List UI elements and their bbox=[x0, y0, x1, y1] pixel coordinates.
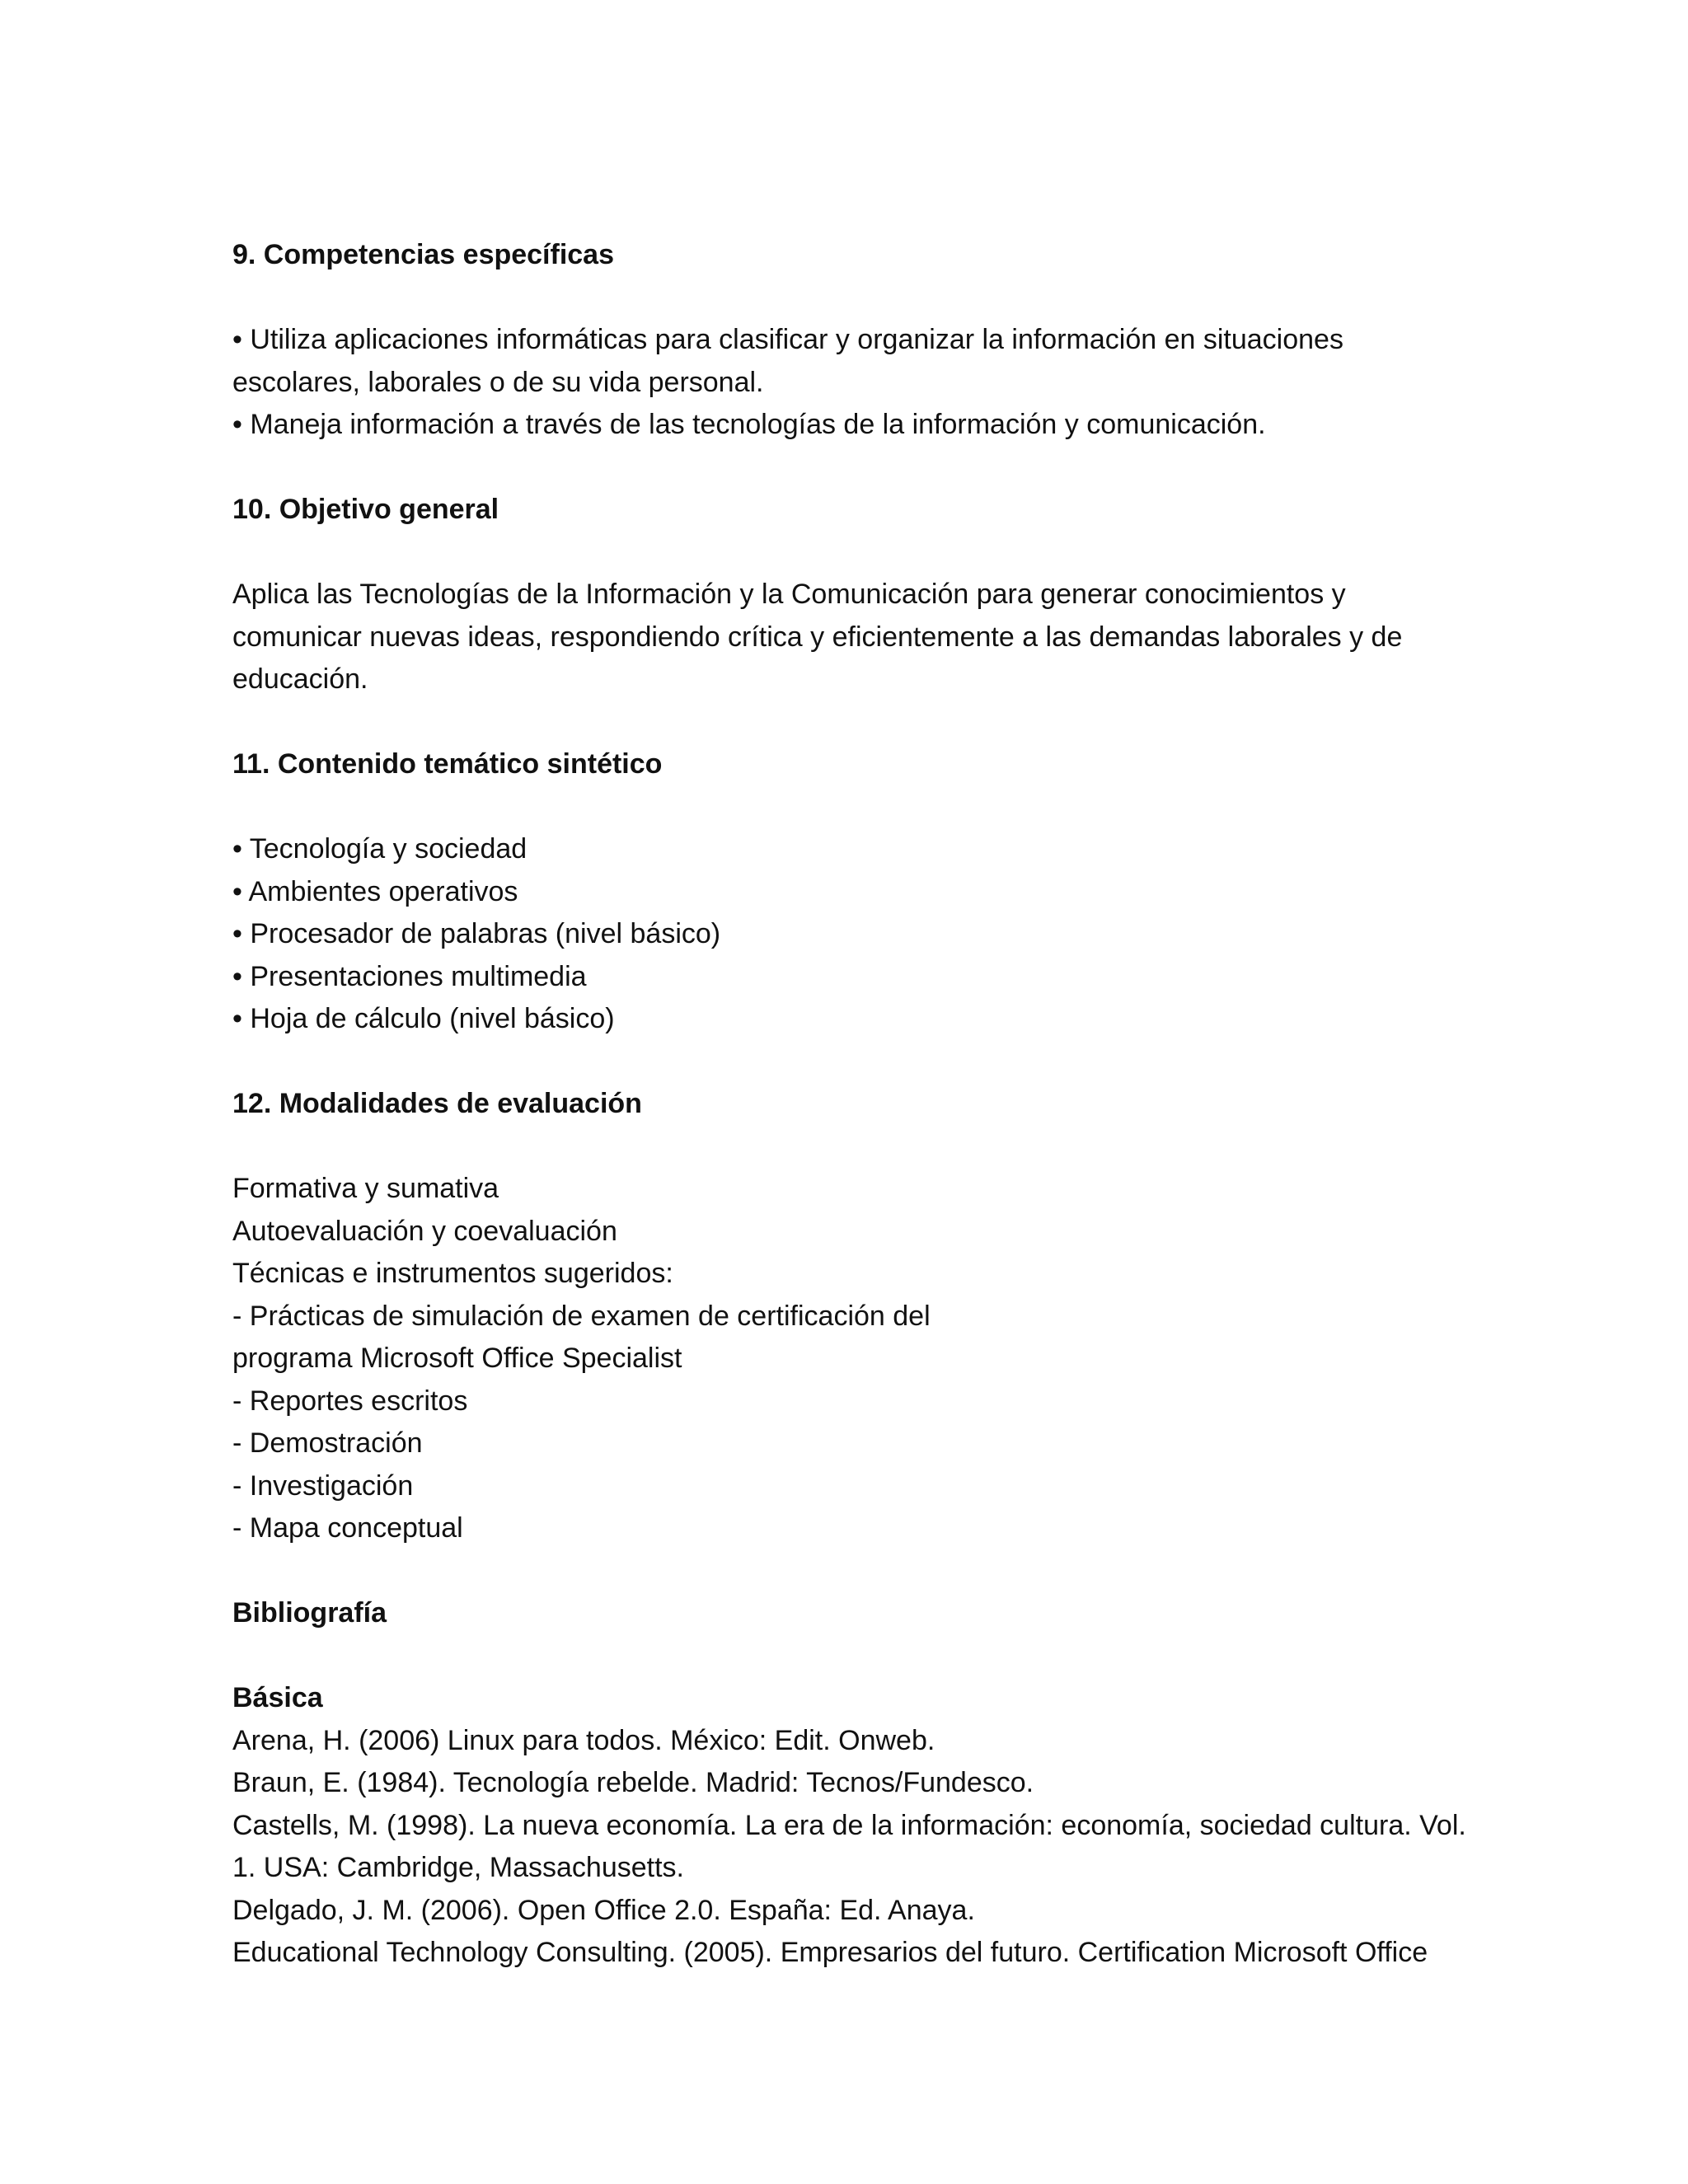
list-item-text: Presentaciones multimedia bbox=[250, 960, 587, 992]
bullet-glyph: • bbox=[232, 324, 242, 355]
spacer bbox=[232, 1126, 1469, 1169]
paragraph-line: - Investigación bbox=[232, 1469, 414, 1502]
section-heading-competencias: 9. Competencias específicas bbox=[232, 239, 615, 270]
list-item-text: Tecnología y sociedad bbox=[249, 833, 528, 865]
paragraph-line: Autoevaluación y coevaluación bbox=[232, 1215, 617, 1247]
list-item-text: Procesador de palabras (nivel básico) bbox=[250, 918, 721, 949]
list-item-text: Ambientes operativos bbox=[248, 875, 518, 907]
bibliography-entry: Educational Technology Consulting. (2005). Empresarios del futuro. Certification Microsoft Office bbox=[232, 1937, 1428, 1968]
list-item-text: Hoja de cálculo (nivel básico) bbox=[250, 1003, 615, 1034]
bibliography-entry: Arena, H. (2006) Linux para todos. México: Edit. Onweb. bbox=[232, 1724, 935, 1756]
paragraph-line: educación. bbox=[232, 663, 368, 695]
spacer bbox=[232, 532, 1469, 574]
bibliography-entry: Castells, M. (1998). La nueva economía. La era de la información: economía, sociedad cultura. Vol. bbox=[232, 1809, 1466, 1841]
bullet-glyph: • bbox=[232, 960, 242, 992]
list-item-text: Utiliza aplicaciones informáticas para clasificar y organizar la información en situaciones bbox=[250, 324, 1343, 355]
spacer bbox=[232, 277, 1469, 320]
document-content bbox=[232, 234, 1469, 1975]
bullet-glyph: • bbox=[232, 875, 242, 907]
list-item bbox=[232, 998, 1469, 1041]
section-heading-evaluacion: 12. Modalidades de evaluación bbox=[232, 1088, 642, 1119]
paragraph-line: comunicar nuevas ideas, respondiendo crítica y eficientemente a las demandas laborales y de bbox=[232, 621, 1403, 653]
section-heading-contenido: 11. Contenido temático sintético bbox=[232, 748, 663, 780]
bullet-glyph: • bbox=[232, 833, 242, 865]
bullet-glyph: • bbox=[232, 409, 242, 440]
bibliography-entry: Delgado, J. M. (2006). Open Office 2.0. España: Ed. Anaya. bbox=[232, 1894, 975, 1926]
spacer bbox=[232, 786, 1469, 829]
spacer bbox=[232, 1635, 1469, 1678]
spacer bbox=[232, 1550, 1469, 1593]
paragraph-line: - Mapa conceptual bbox=[232, 1512, 463, 1544]
list-item bbox=[232, 913, 1469, 956]
paragraph-line: Técnicas e instrumentos sugeridos: bbox=[232, 1258, 673, 1289]
paragraph-line: - Prácticas de simulación de examen de certificación del bbox=[232, 1300, 931, 1332]
bullet-glyph: • bbox=[232, 918, 242, 949]
paragraph-line: - Demostración bbox=[232, 1427, 423, 1459]
list-item bbox=[232, 319, 1469, 362]
list-item bbox=[232, 828, 1469, 871]
spacer bbox=[232, 447, 1469, 490]
bibliography-entry: 1. USA: Cambridge, Massachusetts. bbox=[232, 1852, 685, 1883]
paragraph-line: Aplica las Tecnologías de la Información y la Comunicación para generar conocimientos y bbox=[232, 579, 1346, 610]
list-item-continuation: escolares, laborales o de su vida personal. bbox=[232, 366, 764, 398]
section-heading-objetivo: 10. Objetivo general bbox=[232, 494, 499, 525]
paragraph-line: - Reportes escritos bbox=[232, 1385, 468, 1417]
subheading-basica: Básica bbox=[232, 1682, 323, 1713]
paragraph-line: programa Microsoft Office Specialist bbox=[232, 1343, 682, 1374]
spacer bbox=[232, 1041, 1469, 1084]
paragraph-line: Formativa y sumativa bbox=[232, 1173, 499, 1204]
spacer bbox=[232, 701, 1469, 744]
list-item bbox=[232, 956, 1469, 999]
section-heading-bibliografia: Bibliografía bbox=[232, 1597, 387, 1629]
bullet-glyph: • bbox=[232, 1003, 242, 1034]
bibliography-entry: Braun, E. (1984). Tecnología rebelde. Madrid: Tecnos/Fundesco. bbox=[232, 1767, 1034, 1798]
list-item bbox=[232, 404, 1469, 447]
list-item bbox=[232, 871, 1469, 914]
list-item-text: Maneja información a través de las tecnologías de la información y comunicación. bbox=[250, 409, 1266, 440]
